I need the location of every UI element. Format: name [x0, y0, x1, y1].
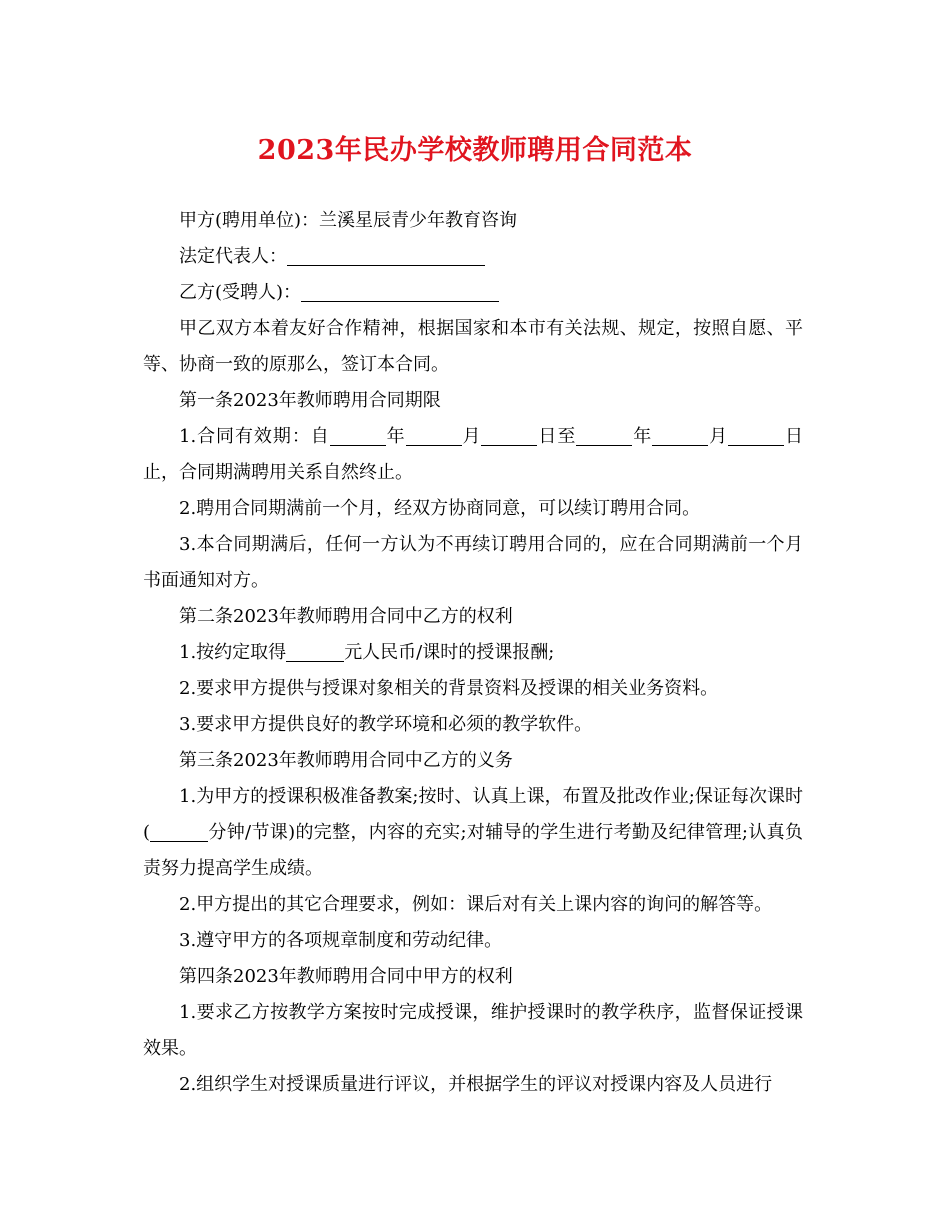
fee-blank: [286, 641, 344, 662]
article-2-heading: 第二条2023年教师聘用合同中乙方的权利: [179, 606, 513, 627]
document-title: 2023年民办学校教师聘用合同范本: [257, 135, 693, 166]
start-month-blank: [406, 425, 462, 446]
end-day-blank: [728, 425, 784, 446]
fee-text-end: 元人民币/课时的授课报酬;: [344, 642, 555, 663]
article-1-item-3: 3.本合同期满后，任何一方认为不再续订聘用合同的，应在合同期满前一个月书面通知对方。: [143, 534, 803, 591]
article-4-heading: 第四条2023年教师聘用合同中甲方的权利: [179, 966, 513, 987]
article-3-item-3: 3.遵守甲方的各项规章制度和劳动纪律。: [179, 930, 503, 951]
end-year-blank: [576, 425, 632, 446]
start-year-blank: [330, 425, 386, 446]
article-3-item-1: [143, 779, 803, 887]
party-b-blank: [301, 281, 499, 302]
duty-text-end: 分钟/节课)的完整，内容的充实;对辅导的学生进行考勤及纪律管理;认真负责努力提高学生成绩。: [143, 822, 803, 879]
month-label: 月: [461, 426, 482, 447]
article-2-item-2: 2.要求甲方提供与授课对象相关的背景资料及授课的相关业务资料。: [179, 678, 719, 699]
article-2-item-1: [143, 635, 803, 671]
end-month-blank: [652, 425, 708, 446]
party-b-line: [143, 275, 803, 311]
preamble-paragraph: 甲乙双方本着友好合作精神，根据国家和本市有关法规、规定，按照自愿、平等、协商一致的原那么，签订本合同。: [143, 318, 803, 375]
article-1-item-1: [143, 419, 803, 491]
article-1-item-2: 2.聘用合同期满前一个月，经双方协商同意，可以续订聘用合同。: [179, 498, 701, 519]
party-a-label: 甲方(聘用单位)：: [179, 210, 320, 231]
term-text-start: 1.合同有效期：自: [179, 426, 330, 447]
article-4-item-2: 2.组织学生对授课质量进行评议，并根据学生的评议对授课内容及人员进行: [179, 1074, 773, 1095]
fee-text-start: 1.按约定取得: [179, 642, 287, 663]
term-text-end: 日止，合同期满聘用关系自然终止。: [143, 426, 804, 483]
party-b-label: 乙方(受聘人)：: [179, 282, 302, 303]
contract-body: [143, 203, 803, 1103]
article-2-item-3: 3.要求甲方提供良好的教学环境和必须的教学软件。: [179, 714, 593, 735]
article-4-item-1: 1.要求乙方按教学方案按时完成授课，维护授课时的教学秩序，监督保证授课效果。: [143, 1002, 803, 1059]
month-label: 月: [708, 426, 729, 447]
party-a-value: 兰溪星辰青少年教育咨询: [319, 210, 518, 231]
party-a-line: [143, 203, 803, 239]
article-3-item-2: 2.甲方提出的其它合理要求，例如：课后对有关上课内容的询问的解答等。: [179, 894, 773, 915]
legal-rep-blank: [287, 245, 485, 266]
start-day-blank: [481, 425, 537, 446]
minutes-blank: [150, 821, 208, 842]
article-1-heading: 第一条2023年教师聘用合同期限: [179, 390, 441, 411]
year-label: 年: [385, 426, 406, 447]
legal-rep-label: 法定代表人：: [179, 246, 287, 267]
year-label: 年: [632, 426, 653, 447]
legal-rep-line: [143, 239, 803, 275]
article-3-heading: 第三条2023年教师聘用合同中乙方的义务: [179, 750, 513, 771]
duty-text-start: 1.为甲方的授课积极准备教案;按时、认真上课，布置及批改作业;保证每次课时(: [143, 786, 803, 843]
day-to-label: 日至: [537, 426, 577, 447]
